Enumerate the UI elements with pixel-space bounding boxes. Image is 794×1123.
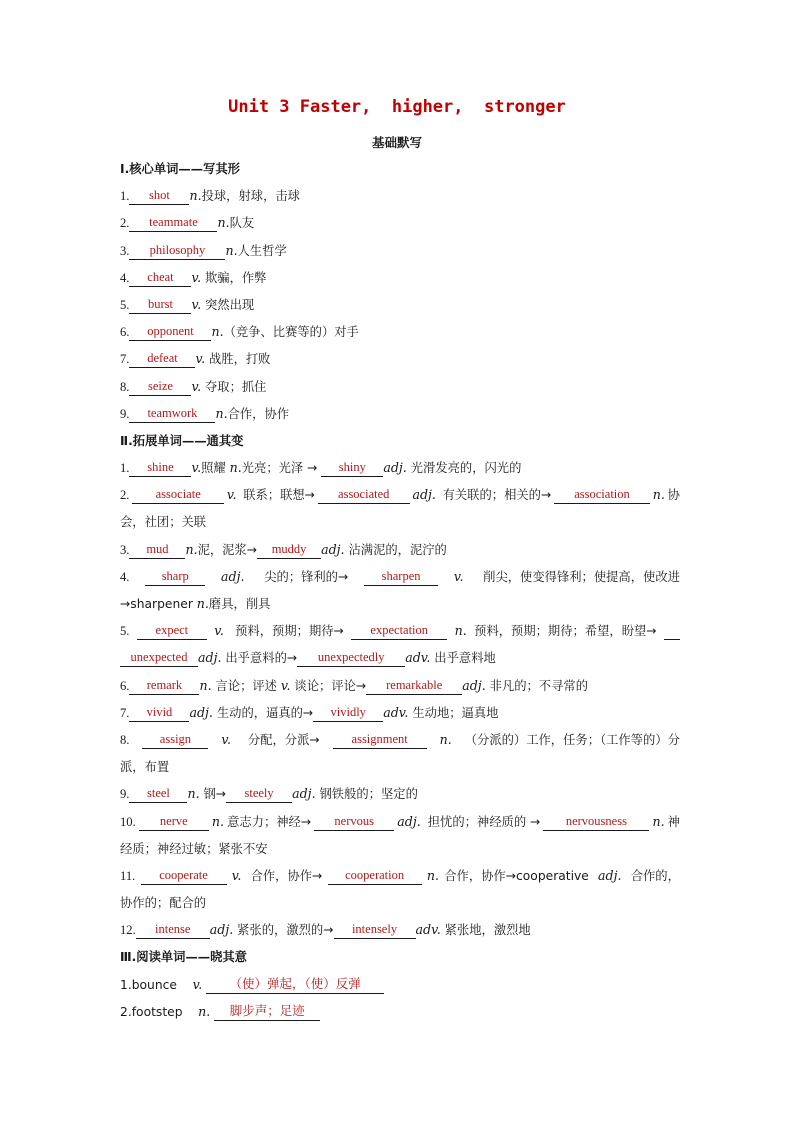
answer-blank: philosophy <box>129 242 225 260</box>
line-text: 出乎意料的→ <box>221 651 298 666</box>
line-text: 5. <box>120 297 130 312</box>
part-of-speech: n. <box>652 813 665 829</box>
answer-blank: defeat <box>129 350 195 368</box>
exercise-line <box>120 622 680 649</box>
part-of-speech: v. <box>231 867 242 883</box>
page-title: Unit 3 Faster, higher, stronger <box>228 97 566 117</box>
line-text: 8. <box>120 732 130 747</box>
part-of-speech: v. <box>191 378 202 394</box>
answer-blank: remark <box>129 677 199 695</box>
answer-blank: assignment <box>333 731 427 749</box>
line-text: 合作，协作→ <box>246 868 323 883</box>
answer-blank: （使）弹起，（使）反弹 <box>206 976 384 994</box>
line-text: 神 <box>667 814 680 829</box>
answer-blank: nervous <box>314 813 394 831</box>
line-text: 钢铁般的；坚定的 <box>315 787 418 802</box>
part-of-speech: v. <box>191 296 202 312</box>
line-text: 协 <box>667 488 680 503</box>
part-of-speech: adj. <box>462 677 486 693</box>
exercise-line <box>120 704 680 731</box>
answer-blank: expect <box>137 622 207 640</box>
part-of-speech: adj. <box>221 568 245 584</box>
answer-blank: sharpen <box>364 568 438 586</box>
line-text: 合作的， <box>626 868 680 883</box>
line-text: 欺骗，作弊 <box>201 270 267 285</box>
exercise-line <box>120 513 680 540</box>
line-text: 8. <box>120 379 130 394</box>
part-of-speech: v. <box>191 269 202 285</box>
part-of-speech: n. <box>217 215 230 231</box>
answer-blank: mud <box>129 541 185 559</box>
exercise-body <box>120 160 680 1030</box>
line-text: 光滑发亮的，闪光的 <box>406 461 522 476</box>
part-of-speech: adv. <box>405 650 431 666</box>
answer-blank: vivid <box>129 704 189 722</box>
exercise-line <box>120 242 680 269</box>
line-text: 生动的，逼真的→ <box>212 705 314 720</box>
exercise-line <box>120 677 680 704</box>
line-text: 经质；神经过敏；紧张不安 <box>120 841 268 856</box>
line-text: 3. <box>120 542 130 557</box>
line-text: 意志力；神经→ <box>227 814 312 829</box>
exercise-line <box>120 813 680 840</box>
section-heading: Ⅱ.拓展单词——通其变 <box>120 433 244 448</box>
exercise-line <box>120 296 680 323</box>
part-of-speech: n. <box>211 813 224 829</box>
line-text: 7. <box>120 705 130 720</box>
answer-blank: intense <box>136 921 210 939</box>
answer-blank: steel <box>129 785 187 803</box>
part-of-speech: n. <box>196 596 209 611</box>
answer-blank: cooperate <box>141 867 227 885</box>
line-text: 担忧的；神经质的 → <box>423 814 541 829</box>
part-of-speech: n. <box>229 460 242 476</box>
part-of-speech: adj. <box>292 786 316 802</box>
exercise-line <box>120 323 680 350</box>
answer-blank: unexpected <box>120 649 198 667</box>
part-of-speech: v. <box>191 460 202 476</box>
answer-blank: association <box>554 486 650 504</box>
line-text: 谈论；评论→ <box>290 678 367 693</box>
line-text: 人生哲学 <box>237 243 287 258</box>
answer-blank: intensely <box>334 921 416 939</box>
line-text: 磨具，削具 <box>208 597 271 611</box>
line-text: 沾满泥的，泥泞的 <box>344 542 447 557</box>
exercise-line <box>120 976 680 1003</box>
exercise-line <box>120 269 680 296</box>
answer-blank: expectation <box>351 622 447 640</box>
exercise-line <box>120 921 680 948</box>
exercise-line <box>120 595 680 622</box>
answer-blank: sharp <box>145 568 205 586</box>
line-text: 4. <box>120 569 130 584</box>
line-text: 派，布置 <box>120 760 170 775</box>
line-text: 投球，射球，击球 <box>201 189 300 204</box>
line-text: 队友 <box>229 216 255 231</box>
line-text: 战胜，打败 <box>205 352 271 367</box>
part-of-speech: adj. <box>412 487 436 503</box>
exercise-line <box>120 758 680 785</box>
answer-blank: shot <box>129 187 189 205</box>
answer-blank: assign <box>142 731 208 749</box>
exercise-line <box>120 731 680 758</box>
exercise-line <box>120 378 680 405</box>
part-of-speech: n. <box>199 677 212 693</box>
answer-blank <box>664 622 680 640</box>
line-text: 2. <box>120 488 130 503</box>
line-text: 钢→ <box>199 787 227 802</box>
part-of-speech: n. <box>652 487 665 503</box>
line-text: 12. <box>120 923 136 938</box>
exercise-line <box>120 840 680 867</box>
part-of-speech: adj. <box>321 541 345 557</box>
line-text: 联系；联想→ <box>239 488 315 503</box>
part-of-speech: n. <box>225 242 238 258</box>
part-of-speech: v. <box>453 568 464 584</box>
part-of-speech: n. <box>187 786 200 802</box>
line-text: 2.footstep <box>120 1004 199 1019</box>
exercise-line <box>120 568 680 595</box>
answer-blank: vividly <box>313 704 383 722</box>
line-text: 10. <box>120 814 136 829</box>
exercise-line <box>120 649 680 676</box>
part-of-speech: n. <box>439 731 452 747</box>
answer-blank: muddy <box>257 541 321 559</box>
part-of-speech: adv. <box>383 704 409 720</box>
line-text: 紧张的，激烈的→ <box>233 923 334 938</box>
part-of-speech: adj. <box>397 813 421 829</box>
part-of-speech: v. <box>214 623 224 639</box>
answer-blank: opponent <box>129 323 211 341</box>
line-text: 预料，预期；期待→ <box>231 624 344 639</box>
part-of-speech: n. <box>185 541 198 557</box>
part-of-speech: adj. <box>189 704 213 720</box>
answer-blank: burst <box>129 296 191 314</box>
answer-blank: nerve <box>139 813 209 831</box>
line-text: →sharpener <box>120 597 197 611</box>
answer-blank: teammate <box>129 214 217 232</box>
line-text: 照耀 <box>201 461 230 476</box>
line-text: 预料，预期；期待；希望，盼望→ <box>474 624 657 639</box>
exercise-line <box>120 187 680 214</box>
answer-blank: unexpectedly <box>297 649 405 667</box>
page-subtitle: 基础默写 <box>371 135 422 150</box>
exercise-line <box>120 486 680 513</box>
line-text: 紧张地，激烈地 <box>440 923 531 938</box>
exercise-line <box>120 350 680 377</box>
line-text: 1.bounce <box>120 977 193 992</box>
section-heading: Ⅲ.阅读单词——晓其意 <box>120 950 247 965</box>
part-of-speech: n. <box>426 867 439 883</box>
part-of-speech: v. <box>226 487 237 503</box>
part-of-speech: v. <box>192 976 203 992</box>
line-text: 7. <box>120 352 130 367</box>
exercise-line <box>120 214 680 241</box>
line-text: 合作，协作→cooperative <box>444 868 593 883</box>
answer-blank: teamwork <box>129 405 215 423</box>
line-text: 泥，泥浆→ <box>197 542 258 557</box>
exercise-line <box>120 541 680 568</box>
line-text: 尖的；锋利的→ <box>260 569 349 584</box>
answer-blank: steely <box>226 785 292 803</box>
line-text: 3. <box>120 243 130 258</box>
answer-blank: remarkable <box>366 677 462 695</box>
line-text: 言论；评述 <box>211 678 281 693</box>
answer-blank: 脚步声；足迹 <box>214 1003 320 1021</box>
line-text: 4. <box>120 270 130 285</box>
line-text: 6. <box>120 325 130 340</box>
section-heading: Ⅰ.核心单词——写其形 <box>120 162 240 176</box>
exercise-line <box>120 459 680 486</box>
line-text: 非凡的；不寻常的 <box>485 678 588 693</box>
line-text: 1. <box>120 461 130 476</box>
line-text: 5. <box>120 624 130 639</box>
part-of-speech: adj. <box>383 460 407 476</box>
part-of-speech: n. <box>198 1003 211 1019</box>
line-text: 协作的；配合的 <box>120 896 207 911</box>
part-of-speech: n. <box>211 324 224 340</box>
exercise-line <box>120 785 680 812</box>
part-of-speech: v. <box>221 731 232 747</box>
line-text: 1. <box>120 189 130 204</box>
line-text: 2. <box>120 216 130 231</box>
part-of-speech: adj. <box>598 867 622 883</box>
line-text: 出乎意料地 <box>430 651 496 666</box>
part-of-speech: adj. <box>209 922 234 938</box>
line-text: 分配，分派→ <box>243 732 320 747</box>
exercise-line <box>120 894 680 921</box>
part-of-speech: v. <box>195 351 206 367</box>
exercise-line <box>120 1003 680 1030</box>
line-text: 9. <box>120 406 130 421</box>
answer-blank: cooperation <box>328 867 422 885</box>
answer-blank: seize <box>129 378 191 396</box>
answer-blank: shiny <box>321 459 383 477</box>
answer-blank: associate <box>132 486 224 504</box>
part-of-speech: v. <box>280 677 291 693</box>
line-text: 突然出现 <box>201 297 255 312</box>
line-text: 9. <box>120 787 130 802</box>
line-text: （竞争、比赛等的）对手 <box>223 325 359 340</box>
part-of-speech: adv. <box>415 922 441 938</box>
answer-blank: cheat <box>129 269 191 287</box>
line-text: 光亮；光泽 → <box>241 461 322 476</box>
exercise-line <box>120 405 680 432</box>
line-text: 6. <box>120 678 130 693</box>
exercise-line <box>120 867 680 894</box>
line-text: 合作，协作 <box>227 406 290 421</box>
answer-blank: nervousness <box>543 813 649 831</box>
line-text: 11. <box>120 868 136 883</box>
part-of-speech: n. <box>454 623 467 639</box>
part-of-speech: adj. <box>198 650 222 666</box>
line-text: （分派的）工作，任务；（工作等的）分 <box>464 732 680 747</box>
line-text: 有关联的；相关的→ <box>438 488 552 503</box>
line-text: 生动地；逼真地 <box>408 705 499 720</box>
line-text: 会，社团；关联 <box>120 515 207 530</box>
line-text: 削尖，使变得锋利；使提高，使改进 <box>479 569 680 584</box>
line-text: 夺取；抓住 <box>201 379 267 394</box>
answer-blank: associated <box>318 486 410 504</box>
part-of-speech: n. <box>215 405 228 421</box>
part-of-speech: n. <box>189 188 202 204</box>
answer-blank: shine <box>129 459 191 477</box>
